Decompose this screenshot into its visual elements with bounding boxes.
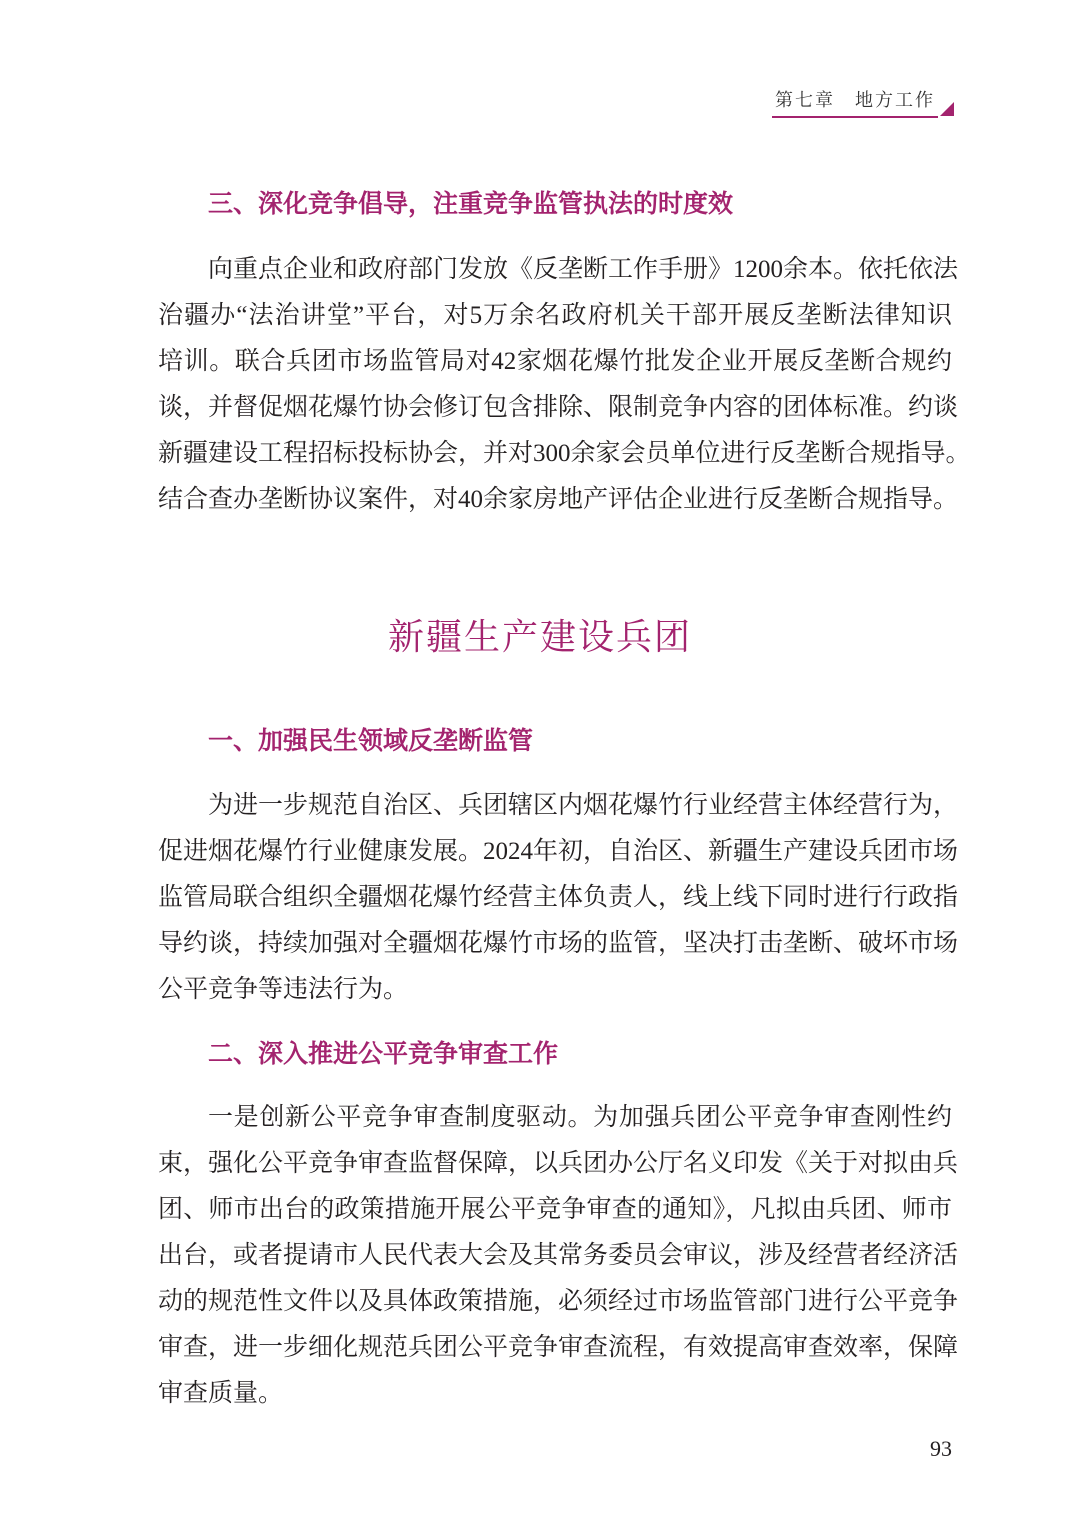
text-line: 谈，并督促烟花爆竹协会修订包含排除、限制竞争内容的团体标准。约谈 [158,394,959,421]
running-header: 第七章 地方工作 [772,86,938,118]
text-line: 导约谈，持续加强对全疆烟花爆竹市场的监管，坚决打击垄断、破坏市场 [158,930,959,957]
text-line: 为进一步规范自治区、兵团辖区内烟花爆竹行业经营主体经营行为， [208,792,959,819]
section-heading: 二、深入推进公平竞争审查工作 [208,1041,559,1068]
text-line: 团、师市出台的政策措施开展公平竞争审查的通知》，凡拟由兵团、师市 [158,1196,952,1223]
text-line: 结合查办垄断协议案件，对40余家房地产评估企业进行反垄断合规指导。 [158,486,959,513]
text-line: 动的规范性文件以及具体政策措施，必须经过市场监管部门进行公平竞争 [158,1288,959,1315]
section-heading: 三、深化竞争倡导，注重竞争监管执法的时度效 [208,191,734,218]
page-number: 93 [930,1436,952,1461]
section-heading: 一、加强民生领域反垄断监管 [208,728,534,755]
region-title: 新疆生产建设兵团 [387,617,692,657]
text-line: 出台，或者提请市人民代表大会及其常务委员会审议，涉及经营者经济活 [158,1242,959,1269]
text-line: 审查质量。 [158,1380,284,1407]
paragraph [158,247,971,523]
text-line: 公平竞争等违法行为。 [158,976,409,1003]
paragraph [158,1095,959,1417]
text-line: 一是创新公平竞争审查制度驱动。为加强兵团公平竞争审查刚性约 [208,1104,952,1131]
text-line: 审查，进一步细化规范兵团公平竞争审查流程，有效提高审查效率，保障 [158,1334,959,1361]
text-line: 束，强化公平竞争审查监督保障，以兵团办公厅名义印发《关于对拟由兵 [158,1150,959,1177]
text-line: 治疆办“法治讲堂”平台，对5万余名政府机关干部开展反垄断法律知识 [158,302,952,329]
text-line: 促进烟花爆竹行业健康发展。2024年初，自治区、新疆生产建设兵团市场 [158,838,959,865]
text-line: 培训。联合兵团市场监管局对42家烟花爆竹批发企业开展反垄断合规约 [158,348,952,375]
corner-triangle-icon [940,102,954,116]
text-line: 向重点企业和政府部门发放《反垄断工作手册》1200余本。依托依法 [208,256,959,283]
text-line: 新疆建设工程招标投标协会，并对300余家会员单位进行反垄断合规指导。 [158,440,971,467]
text-line: 监管局联合组织全疆烟花爆竹经营主体负责人，线上线下同时进行行政指 [158,884,959,911]
paragraph [158,783,959,1013]
